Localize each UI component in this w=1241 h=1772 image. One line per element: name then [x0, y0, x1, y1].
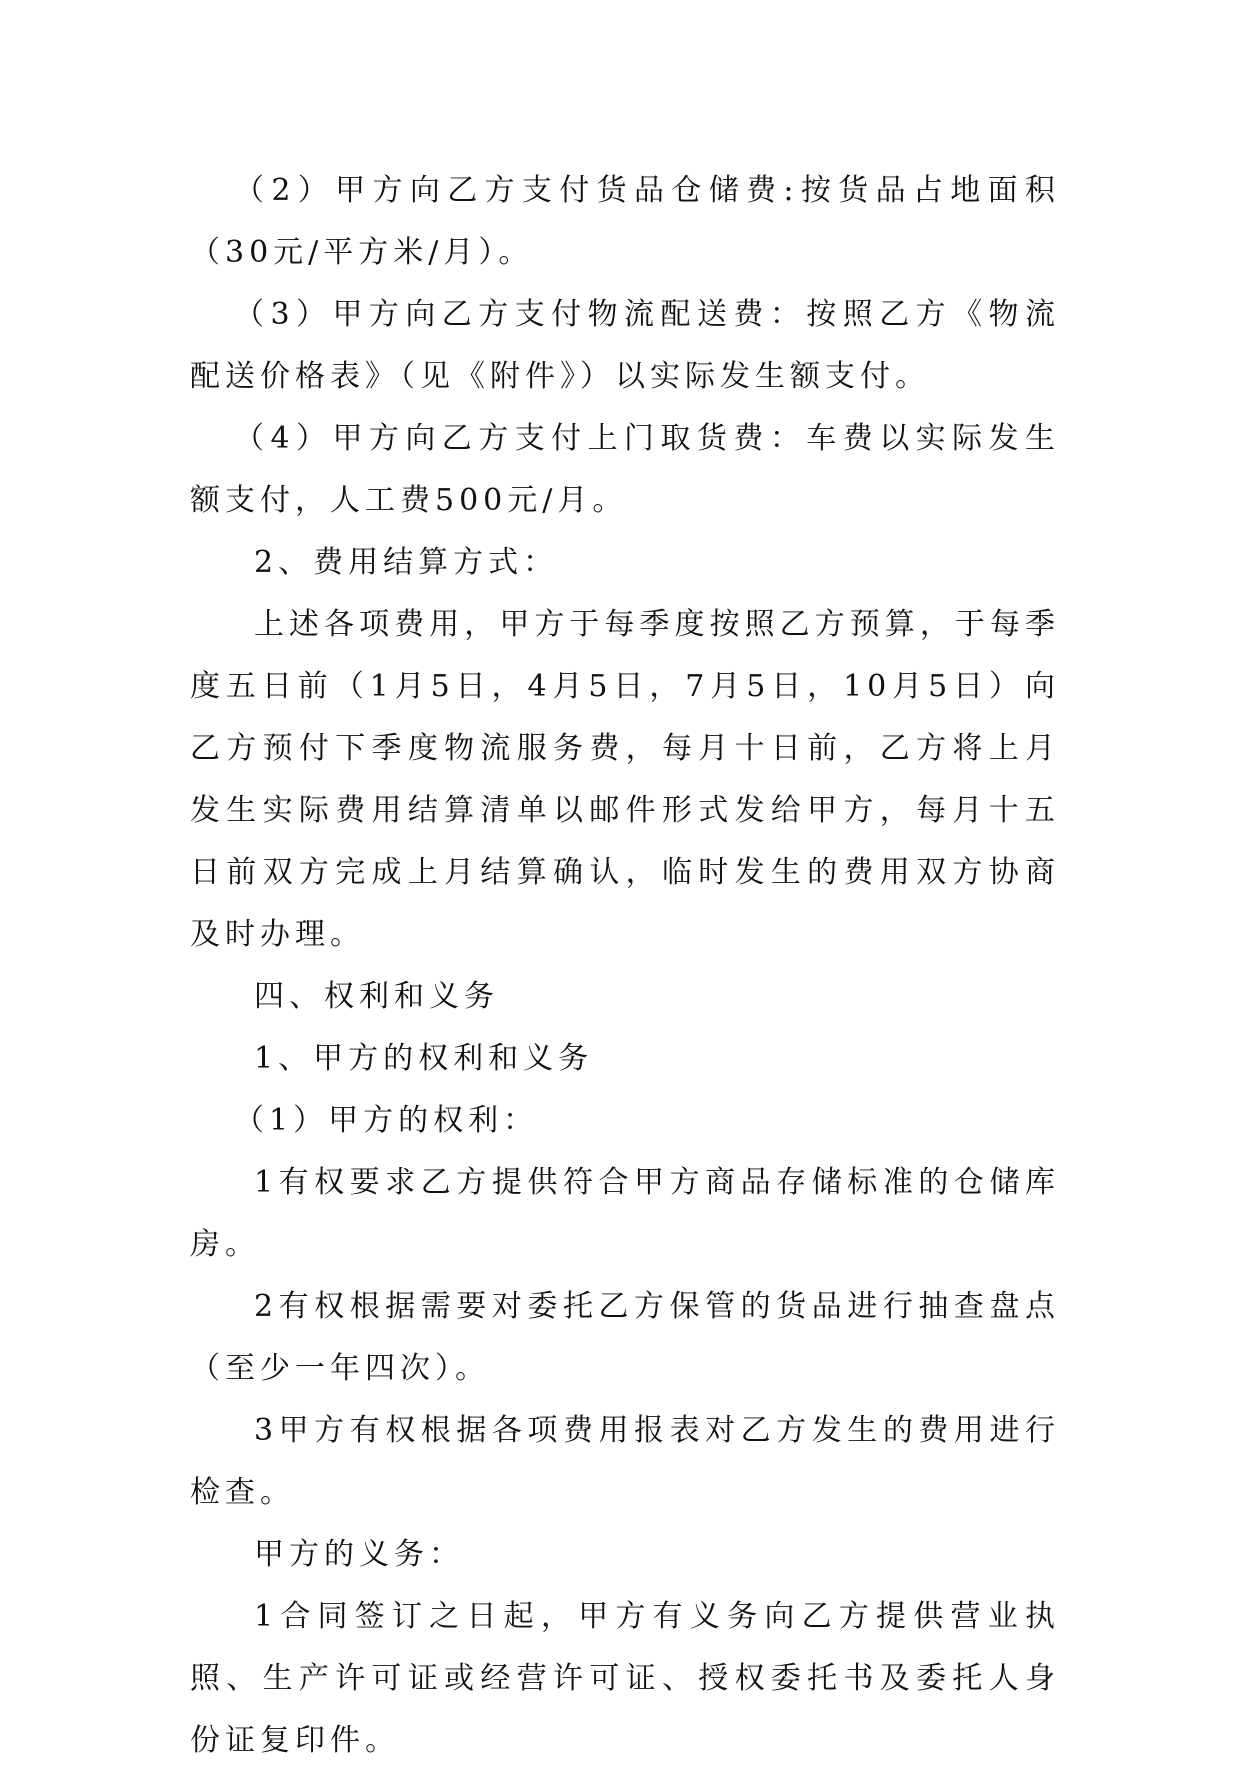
document-body — [190, 160, 1060, 1772]
paragraph-settlement-heading: 2、费用结算方式： — [254, 545, 559, 580]
section-heading-rights-obligations: 四、权利和义务 — [254, 979, 499, 1014]
paragraph-right-2: 2有权根据需要对委托乙方保管的货品进行抽查盘点（至少一年四次）。 — [190, 1289, 1060, 1386]
paragraph-storage-fee: （2）甲方向乙方支付货品仓储费:按货品占地面积（30元/平方米/月）。 — [190, 173, 1060, 270]
paragraph-pickup-fee: （4）甲方向乙方支付上门取货费：车费以实际发生额支付，人工费500元/月。 — [190, 421, 1060, 518]
subsection-heading-party-a: 1、甲方的权利和义务 — [254, 1041, 594, 1076]
paragraph-right-3: 3甲方有权根据各项费用报表对乙方发生的费用进行检查。 — [190, 1413, 1060, 1510]
paragraph-settlement-method: 上述各项费用，甲方于每季度按照乙方预算，于每季度五日前（1月5日，4月5日，7月5日，10月5日）向乙方预付下季度物流服务费，每月十日前，乙方将上月发生实际费用结算清单以邮件形式发给甲方，每月十五日前双方完成上月结算确认，临时发生的费用双方协商及时办理。 — [190, 607, 1060, 952]
item-heading-party-a-rights: （1）甲方的权利： — [234, 1103, 539, 1138]
item-heading-party-a-obligations: 甲方的义务： — [254, 1537, 464, 1572]
paragraph-delivery-fee: （3）甲方向乙方支付物流配送费：按照乙方《物流配送价格表》（见《附件》）以实际发生额支付。 — [190, 297, 1060, 394]
paragraph-right-1: 1有权要求乙方提供符合甲方商品存储标准的仓储库房。 — [190, 1165, 1060, 1262]
paragraph-obligation-1: 1合同签订之日起，甲方有义务向乙方提供营业执照、生产许可证或经营许可证、授权委托书及委托人身份证复印件。 — [190, 1599, 1060, 1758]
